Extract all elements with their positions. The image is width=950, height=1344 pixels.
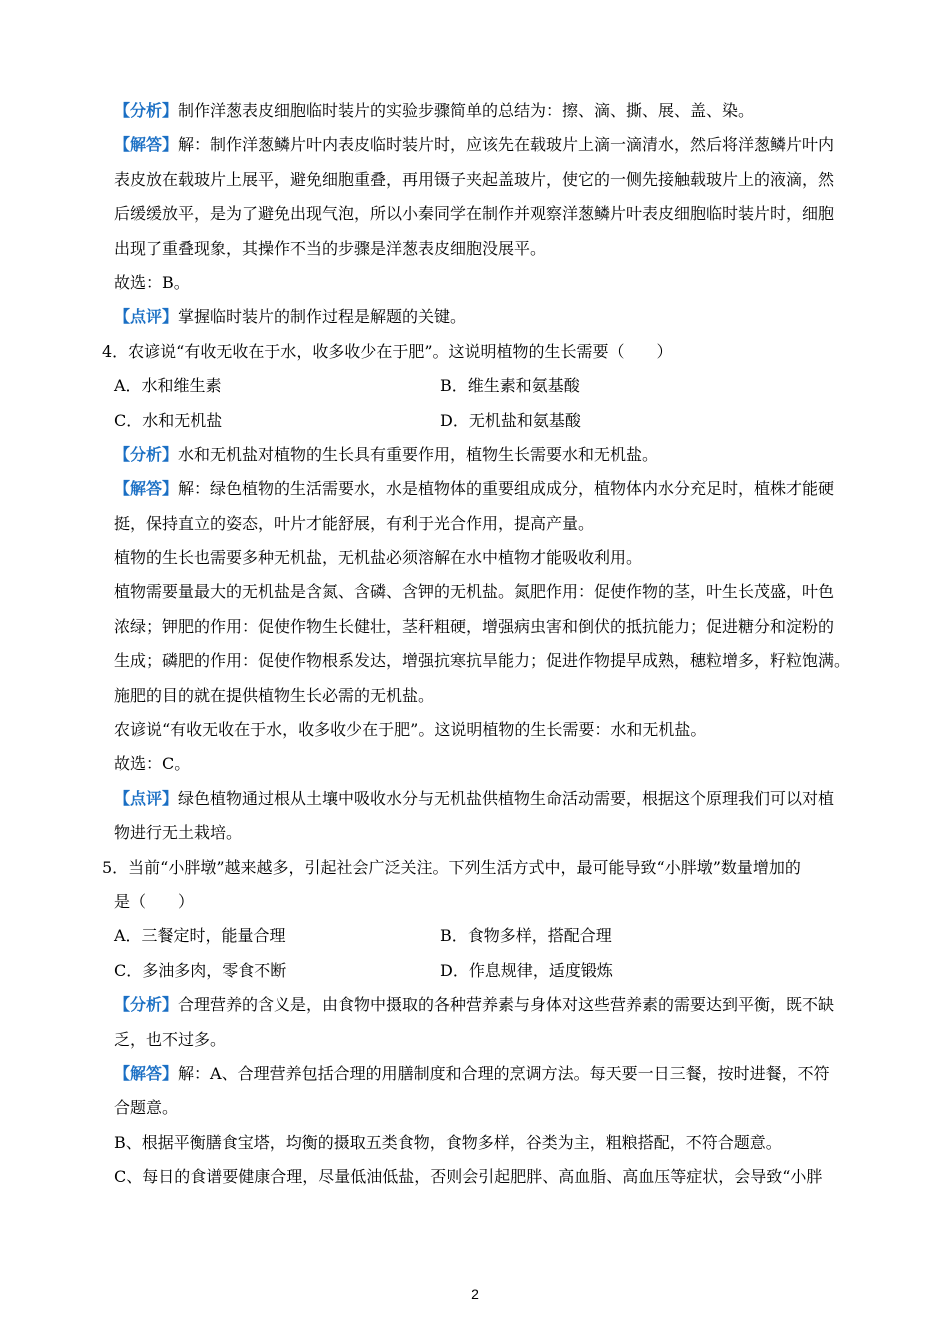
q5-answer-line: B、根据平衡膳食宝塔，均衡的摄取五类食物，食物多样，谷类为主，粗粮搭配，不符合题意。 [114, 1132, 782, 1152]
q4-options-row [114, 404, 876, 438]
comment-tag: 【点评】 [114, 307, 179, 327]
q5-answer-line [114, 1057, 876, 1091]
answer-text: 解：A、合理营养包括合理的用膳制度和合理的烹调方法。每天要一日三餐，按时进餐，不符 [178, 1063, 830, 1083]
q4-answer-line: 植物需要量最大的无机盐是含氮、含磷、含钾的无机盐。氮肥作用：促使作物的茎，叶生长茂盛，叶色 [114, 582, 835, 602]
q5-answer-line: C、每日的食谱要健康合理，尽量低油低盐，否则会引起肥胖、高血脂、高血压等症状，会导致“小胖 [114, 1167, 823, 1187]
q5-analysis-line: 乏，也不过多。 [114, 1029, 227, 1049]
q5-options-row [114, 954, 876, 988]
q4-answer-line [114, 472, 876, 506]
q3-analysis [114, 94, 876, 128]
analysis-text: 水和无机盐对植物的生长具有重要作用，植物生长需要水和无机盐。 [178, 444, 659, 464]
q5-option-b: B．食物多样，搭配合理 [440, 926, 612, 946]
analysis-text: 制作洋葱表皮细胞临时装片的实验步骤简单的总结为：擦、滴、撕、展、盖、染。 [178, 101, 755, 120]
q4-comment-line: 物进行无土栽培。 [114, 823, 243, 843]
q5-stem-line: 是（ ） [114, 891, 195, 911]
answer-tag: 【解答】 [114, 135, 179, 155]
q5-option-a: A．三餐定时，能量合理 [114, 926, 286, 946]
q5-analysis [114, 988, 876, 1022]
q4-answer-line: 植物的生长也需要多种无机盐，无机盐必须溶解在水中植物才能吸收利用。 [114, 548, 643, 568]
q4-stem: 4．农谚说“有收无收在于水，收多收少在于肥”。这说明植物的生长需要（ ） [102, 341, 673, 361]
q4-answer-line: 浓绿；钾肥的作用：促使作物生长健壮，茎秆粗硬，增强病虫害和倒伏的抵抗能力；促进糖分和淀粉的 [114, 616, 835, 636]
analysis-text: 合理营养的含义是，由食物中摄取的各种营养素与身体对这些营养素的需要达到平衡，既不缺 [178, 995, 835, 1015]
comment-text: 掌握临时装片的制作过程是解题的关键。 [178, 307, 467, 327]
q4-option-b: B．维生素和氨基酸 [440, 376, 580, 396]
q5-option-c: C．多油多肉，零食不断 [114, 960, 287, 980]
page-content [102, 94, 876, 1195]
analysis-tag: 【分析】 [114, 101, 179, 120]
q4-option-d: D．无机盐和氨基酸 [440, 410, 581, 430]
q4-option-c: C．水和无机盐 [114, 410, 223, 430]
q4-answer-line: 施肥的目的就在提供植物生长必需的无机盐。 [114, 685, 435, 705]
q3-answer-line: 后缓缓放平，是为了避免出现气泡，所以小秦同学在制作并观察洋葱鳞片叶表皮细胞临时装片时，细胞 [114, 204, 835, 224]
q3-answer-line: 表皮放在载玻片上展平，避免细胞重叠，再用镊子夹起盖玻片，使它的一侧先接触载玻片上的液滴，然 [114, 169, 835, 189]
q3-comment [114, 300, 876, 334]
q4-answer-line: 挺，保持直立的姿态，叶片才能舒展，有利于光合作用，提高产量。 [114, 513, 595, 533]
q3-answer-line: 出现了重叠现象，其操作不当的步骤是洋葱表皮细胞没展平。 [114, 238, 547, 258]
q5-option-d: D．作息规律，适度锻炼 [440, 960, 613, 980]
comment-text: 绿色植物通过根从土壤中吸收水分与无机盐供植物生命活动需要，根据这个原理我们可以对植 [178, 788, 835, 808]
page-number: 2 [471, 1286, 479, 1302]
answer-tag: 【解答】 [114, 1063, 179, 1083]
q3-answer-line [114, 128, 876, 162]
q4-analysis [114, 438, 876, 472]
q4-option-a: A．水和维生素 [114, 376, 222, 396]
q5-options-row [114, 919, 876, 953]
analysis-tag: 【分析】 [114, 444, 179, 464]
answer-text: 解：绿色植物的生活需要水，水是植物体的重要组成成分，植物体内水分充足时，植株才能硬 [178, 479, 835, 499]
q5-stem: 5．当前“小胖墩”越来越多，引起社会广泛关注。下列生活方式中，最可能导致“小胖墩”数量增加的 [102, 857, 801, 877]
answer-text: 解：制作洋葱鳞片叶内表皮临时装片时，应该先在载玻片上滴一滴清水，然后将洋葱鳞片叶内 [178, 135, 835, 155]
analysis-tag: 【分析】 [114, 995, 179, 1015]
answer-tag: 【解答】 [114, 479, 179, 499]
q4-comment [114, 782, 876, 816]
comment-tag: 【点评】 [114, 788, 179, 808]
q4-answer-line: 农谚说“有收无收在于水，收多收少在于肥”。这说明植物的生长需要：水和无机盐。 [114, 720, 707, 740]
q3-choice: 故选：B。 [114, 272, 190, 292]
q4-answer-line: 生成；磷肥的作用：促使作物根系发达，增强抗寒抗旱能力；促进作物提早成熟，穗粒增多，籽粒饱满。 [114, 651, 851, 671]
q4-options-row [114, 369, 876, 403]
q4-choice: 故选：C。 [114, 754, 191, 774]
q5-answer-line: 合题意。 [114, 1098, 179, 1118]
